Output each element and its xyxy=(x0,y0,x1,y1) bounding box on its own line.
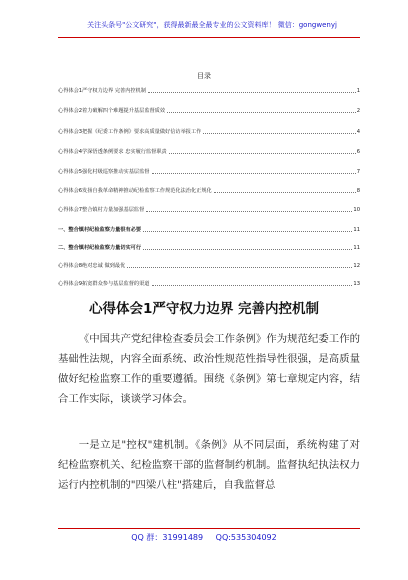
body-paragraph xyxy=(58,435,360,495)
toc-leader-dots xyxy=(214,192,356,193)
toc-leader-dots xyxy=(143,231,352,232)
toc-entry[interactable] xyxy=(58,125,360,135)
toc-entry[interactable] xyxy=(58,165,360,175)
body-paragraph xyxy=(58,329,360,409)
toc-leader-dots xyxy=(167,112,356,113)
toc-entry-page: 8 xyxy=(356,188,360,194)
toc-entry[interactable] xyxy=(58,184,360,194)
toc-entry-text: 二、整合镇村纪检监察力量切实可行 xyxy=(58,245,142,251)
toc-entry-page: 7 xyxy=(356,169,360,175)
toc-entry-page: 2 xyxy=(356,108,360,114)
paragraph-text: 一是立足"控权"建机制。《条例》从不同层面，系统构建了对纪检监察机关、纪检监察干部的监督制约机制。监督执纪执法权力运行内控机制的"四梁八柱"搭建后，自我监督总 xyxy=(58,439,360,491)
toc-entry[interactable] xyxy=(58,104,360,114)
header-banner: 关注头条号"公文研究"，获得最新最全最专业的公文资料库！ 微信：gongwenyj xyxy=(87,21,337,29)
toc-leader-dots xyxy=(148,92,356,93)
toc-entry-text: 心得体会3把握《纪委工作条例》要求高质量做好信访举报工作 xyxy=(58,129,202,135)
toc-entry[interactable] xyxy=(58,241,360,251)
toc-entry[interactable] xyxy=(58,84,360,94)
footer xyxy=(0,532,408,543)
toc-leader-dots xyxy=(203,133,355,134)
toc-leader-dots xyxy=(169,153,356,154)
toc-title: 目录 xyxy=(197,72,211,80)
toc-entry[interactable] xyxy=(58,259,360,269)
toc-entry-page: 13 xyxy=(353,281,360,287)
toc-entry[interactable] xyxy=(58,277,360,287)
toc-entry-text: 心得体会5强化村级巡察推动实基层监督 xyxy=(58,169,150,175)
toc-entry[interactable] xyxy=(58,145,360,155)
paragraph-text: 《中国共产党纪律检查委员会工作条例》作为规范纪委工作的基础性法规，内容全面系统、政治性规范性指导性很强，是高质量做好纪检监察工作的重要遵循。围绕《条例》第七章规定内容，结合工作实际，谈谈学习体会。 xyxy=(58,333,360,405)
toc-entry-text: 一、整合镇村纪检监察力量很有必要 xyxy=(58,227,142,233)
toc-leader-dots xyxy=(127,267,352,268)
toc-entry-text: 心得体会4学深悟透条例要求 忠实履行监督职责 xyxy=(58,149,167,155)
toc-entry-text: 心得体会8绝对忠诚 做到最优 xyxy=(58,263,126,269)
section-heading: 心得体会1严守权力边界 完善内控机制 xyxy=(88,301,320,317)
toc-leader-dots xyxy=(143,249,352,250)
toc-entry-text: 心得体会1严守权力边界 完善内控机制 xyxy=(58,88,146,94)
toc-entry-page: 6 xyxy=(356,149,360,155)
toc-leader-dots xyxy=(146,211,352,212)
footer-qq-group: QQ 群：31991489 xyxy=(131,533,204,542)
toc-entry[interactable] xyxy=(58,223,360,233)
toc-entry-page: 1 xyxy=(356,88,360,94)
header-rule xyxy=(58,37,360,38)
toc-entry-page: 4 xyxy=(356,129,360,135)
toc-entry-page: 10 xyxy=(353,207,360,213)
toc-entry-page: 12 xyxy=(353,263,360,269)
toc-entry-text: 心得体会9拓宽群众参与基层监督的渠道 xyxy=(58,281,150,287)
footer-qq: QQ:535304092 xyxy=(215,533,277,542)
toc-entry-text: 心得体会2着力破解四个难题提升基层监督质效 xyxy=(58,108,166,114)
toc-entry-page: 11 xyxy=(353,227,360,233)
toc-entry-page: 11 xyxy=(353,245,360,251)
toc-entry-text: 心得体会7整合镇村力量加强基层监督 xyxy=(58,207,145,213)
toc-entry[interactable] xyxy=(58,203,360,213)
footer-rule xyxy=(58,528,360,529)
toc-leader-dots xyxy=(152,173,356,174)
toc-entry-text: 心得体会6发扬自我革命精神推动纪检监察工作规范化法治化正规化 xyxy=(58,188,212,194)
toc-leader-dots xyxy=(152,285,353,286)
